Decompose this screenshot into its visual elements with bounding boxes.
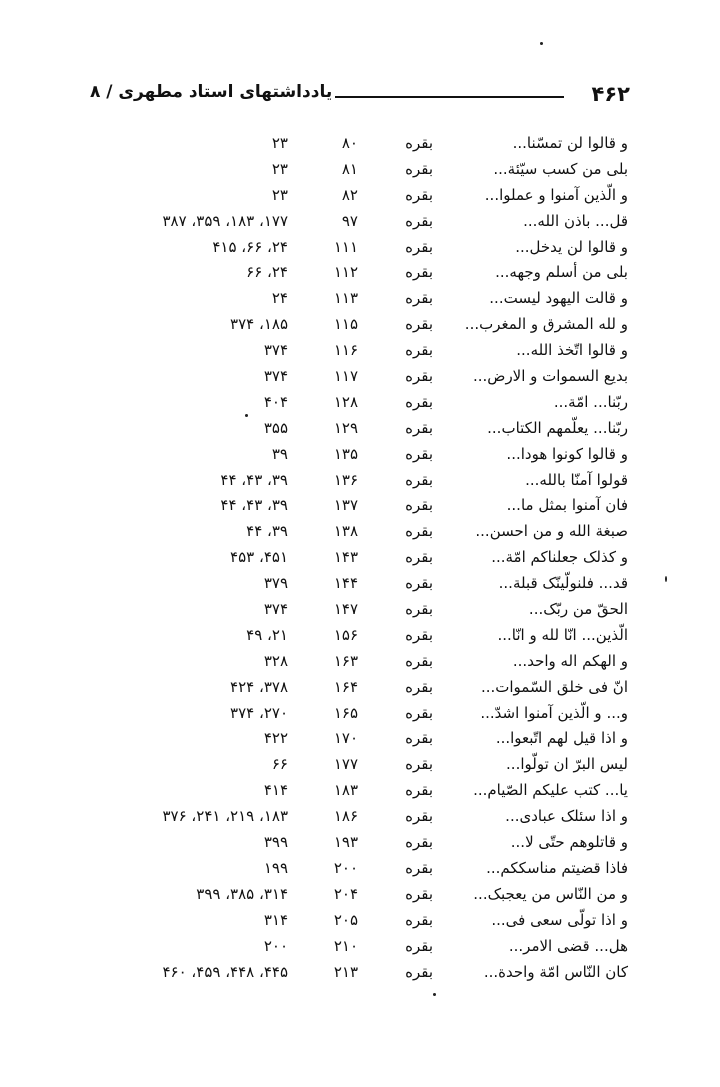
- running-header: [90, 78, 630, 112]
- surah: بقره: [405, 910, 433, 929]
- index-row: [0, 442, 720, 468]
- surah: بقره: [405, 884, 433, 903]
- index-row: [0, 286, 720, 312]
- page-references: ۴۱۴: [263, 781, 288, 800]
- index-row: [0, 649, 720, 675]
- index-row: [0, 545, 720, 571]
- page-references: ۲۰۰: [263, 936, 288, 955]
- index-row: [0, 830, 720, 856]
- index-row: [0, 804, 720, 830]
- phrase: بلی من أسلم وجهه...: [495, 263, 628, 282]
- verse-number: ۸۲: [341, 185, 358, 204]
- page-references: ۲۴: [271, 289, 288, 308]
- page-references: ۳۷۴: [263, 367, 288, 386]
- index-row: [0, 752, 720, 778]
- page-references: ۲۳: [271, 134, 288, 152]
- phrase: الحقّ من ربّک...: [528, 600, 628, 619]
- page-references: ۳۹: [271, 444, 288, 463]
- surah: بقره: [405, 807, 433, 826]
- page-references: ۲۴، ۶۶، ۴۱۵: [212, 237, 288, 256]
- surah: بقره: [405, 858, 433, 877]
- surah: بقره: [405, 755, 433, 774]
- phrase: و کذلک جعلناکم امّة...: [491, 548, 628, 567]
- phrase: فان آمنوا بمثل ما...: [506, 496, 628, 515]
- phrase: الّذین... انّا لله و انّا...: [497, 625, 628, 644]
- page-references: ۲۷۰، ۳۷۴: [230, 703, 288, 722]
- verse-number: ۱۶۵: [333, 703, 358, 722]
- verse-number: ۲۰۵: [333, 910, 358, 929]
- index-row: [0, 908, 720, 934]
- page-references: ۴۵۱، ۴۵۳: [230, 548, 288, 567]
- surah: بقره: [405, 134, 433, 152]
- surah: بقره: [405, 185, 433, 204]
- verse-number: ۱۱۱: [333, 237, 358, 256]
- verse-number: ۱۱۳: [333, 289, 358, 308]
- phrase: ربّنا... یعلّمهم الکتاب...: [487, 418, 628, 437]
- page-references: ۴۰۴: [263, 392, 288, 411]
- page-references: ۳۹۹: [263, 833, 288, 852]
- surah: بقره: [405, 341, 433, 360]
- page-references: ۳۱۴، ۳۸۵، ۳۹۹: [196, 884, 288, 903]
- phrase: صبغة الله و من احسن...: [475, 522, 628, 541]
- page-references: ۲۳: [271, 159, 288, 178]
- verse-number: ۱۳۸: [333, 522, 358, 541]
- verse-number: ۱۴۴: [333, 574, 358, 593]
- index-row: [0, 623, 720, 649]
- phrase: انّ فی خلق السّموات...: [480, 677, 628, 696]
- phrase: بلی من کسب سیّئة...: [493, 159, 628, 178]
- verse-number: ۱۴۷: [333, 600, 358, 619]
- page-references: ۲۱، ۴۹: [246, 625, 288, 644]
- surah: بقره: [405, 392, 433, 411]
- index-table: [0, 131, 720, 985]
- page-references: ۲۴، ۶۶: [246, 263, 288, 282]
- surah: بقره: [405, 625, 433, 644]
- index-row: [0, 235, 720, 261]
- page-references: ۲۳: [271, 185, 288, 204]
- verse-number: ۱۱۷: [333, 367, 358, 386]
- verse-number: ۱۷۰: [333, 729, 358, 748]
- verse-number: ۲۰۰: [333, 858, 358, 877]
- page-references: ۳۷۹: [263, 574, 288, 593]
- surah: بقره: [405, 781, 433, 800]
- verse-number: ۸۱: [341, 159, 358, 178]
- surah: بقره: [405, 263, 433, 282]
- page-references: ۳۷۴: [263, 600, 288, 619]
- index-row: [0, 571, 720, 597]
- index-row: [0, 778, 720, 804]
- page-references: ۱۸۵، ۳۷۴: [230, 315, 288, 334]
- surah: بقره: [405, 962, 433, 981]
- surah: بقره: [405, 289, 433, 308]
- phrase: و قالوا لن تمسّنا...: [512, 134, 628, 152]
- verse-number: ۱۲۸: [333, 392, 358, 411]
- verse-number: ۲۱۰: [333, 936, 358, 955]
- phrase: یا... کتب علیکم الصّیام...: [473, 781, 628, 800]
- index-row: [0, 209, 720, 235]
- phrase: قد... فلنولّینّک قبلة...: [498, 574, 628, 593]
- index-row: [0, 157, 720, 183]
- surah: بقره: [405, 418, 433, 437]
- surah: بقره: [405, 367, 433, 386]
- surah: بقره: [405, 833, 433, 852]
- verse-number: ۹۷: [341, 211, 358, 230]
- phrase: قل... باذن الله...: [523, 211, 628, 230]
- surah: بقره: [405, 677, 433, 696]
- index-row: [0, 701, 720, 727]
- phrase: و قاتلوهم حتّی لا...: [510, 833, 628, 852]
- surah: بقره: [405, 159, 433, 178]
- phrase: لیس البرّ ان تولّوا...: [506, 755, 628, 774]
- phrase: کان النّاس امّة واحدة...: [483, 962, 628, 981]
- index-row: [0, 934, 720, 960]
- surah: بقره: [405, 936, 433, 955]
- phrase: و اذا سئلک عبادی...: [505, 807, 628, 826]
- verse-number: ۱۱۲: [333, 263, 358, 282]
- speck-mark: [540, 42, 543, 45]
- phrase: و... و الّذین آمنوا اشدّ...: [480, 703, 628, 722]
- surah: بقره: [405, 444, 433, 463]
- verse-number: ۱۳۵: [333, 444, 358, 463]
- book-title: یادداشتهای استاد مطهری / ۸: [90, 82, 333, 102]
- index-row: [0, 882, 720, 908]
- page-references: ۳۹، ۴۳، ۴۴: [220, 496, 288, 515]
- verse-number: ۱۵۶: [333, 625, 358, 644]
- index-row: [0, 856, 720, 882]
- verse-number: ۱۳۷: [333, 496, 358, 515]
- index-row: [0, 338, 720, 364]
- index-row: [0, 416, 720, 442]
- page-references: ۱۷۷، ۱۸۳، ۳۵۹، ۳۸۷: [162, 211, 288, 230]
- header-rule: [335, 96, 564, 98]
- surah: بقره: [405, 703, 433, 722]
- phrase: و قالوا کونوا هودا...: [506, 444, 628, 463]
- verse-number: ۸۰: [341, 134, 358, 152]
- surah: بقره: [405, 237, 433, 256]
- index-row: [0, 468, 720, 494]
- verse-number: ۱۸۳: [333, 781, 358, 800]
- surah: بقره: [405, 600, 433, 619]
- verse-number: ۱۱۶: [333, 341, 358, 360]
- index-row: [0, 519, 720, 545]
- surah: بقره: [405, 211, 433, 230]
- phrase: و قالت الیهود لیست...: [489, 289, 628, 308]
- verse-number: ۱۶۳: [333, 651, 358, 670]
- phrase: و قالوا لن یدخل...: [515, 237, 628, 256]
- index-row: [0, 960, 720, 986]
- surah: بقره: [405, 574, 433, 593]
- phrase: هل... قضی الامر...: [508, 936, 628, 955]
- phrase: و الّذین آمنوا و عملوا...: [484, 185, 628, 204]
- phrase: قولوا آمنّا بالله...: [525, 470, 628, 489]
- page-references: ۳۷۴: [263, 341, 288, 360]
- index-row: [0, 597, 720, 623]
- page-references: ۳۵۵: [263, 418, 288, 437]
- verse-number: ۱۶۴: [333, 677, 358, 696]
- verse-number: ۱۱۵: [333, 315, 358, 334]
- speck-mark: [433, 993, 436, 996]
- verse-number: ۱۷۷: [333, 755, 358, 774]
- page-references: ۳۷۸، ۴۲۴: [230, 677, 288, 696]
- verse-number: ۱۴۳: [333, 548, 358, 567]
- index-row: [0, 493, 720, 519]
- surah: بقره: [405, 548, 433, 567]
- phrase: و من النّاس من یعجبک...: [473, 884, 628, 903]
- verse-number: ۲۰۴: [333, 884, 358, 903]
- index-row: [0, 131, 720, 157]
- page-references: ۶۶: [271, 755, 288, 774]
- page-references: ۳۲۸: [263, 651, 288, 670]
- index-row: [0, 390, 720, 416]
- page-references: ۳۹، ۴۴: [246, 522, 288, 541]
- phrase: فاذا قضیتم مناسککم...: [486, 858, 628, 877]
- index-row: [0, 364, 720, 390]
- phrase: ربّنا... امّة...: [553, 392, 628, 411]
- index-row: [0, 675, 720, 701]
- verse-number: ۱۹۳: [333, 833, 358, 852]
- speck-mark: [665, 576, 667, 582]
- speck-mark: [245, 414, 248, 417]
- page-references: ۴۲۲: [263, 729, 288, 748]
- phrase: و قالوا اتّخذ الله...: [516, 341, 628, 360]
- surah: بقره: [405, 470, 433, 489]
- surah: بقره: [405, 522, 433, 541]
- verse-number: ۱۳۶: [333, 470, 358, 489]
- index-row: [0, 260, 720, 286]
- surah: بقره: [405, 496, 433, 515]
- index-row: [0, 183, 720, 209]
- index-row: [0, 726, 720, 752]
- phrase: و لله المشرق و المغرب...: [464, 315, 628, 334]
- surah: بقره: [405, 315, 433, 334]
- phrase: و اذا قیل لهم اتّبعوا...: [495, 729, 628, 748]
- surah: بقره: [405, 729, 433, 748]
- verse-number: ۲۱۳: [333, 962, 358, 981]
- page-references: ۱۸۳، ۲۱۹، ۲۴۱، ۳۷۶: [162, 807, 288, 826]
- phrase: و اذا تولّی سعی فی...: [491, 910, 628, 929]
- page-number: ۴۶۲: [591, 82, 630, 106]
- phrase: بدیع السموات و الارض...: [473, 367, 628, 386]
- surah: بقره: [405, 651, 433, 670]
- page-references: ۳۹، ۴۳، ۴۴: [220, 470, 288, 489]
- page-references: ۱۹۹: [263, 858, 288, 877]
- index-row: [0, 312, 720, 338]
- phrase: و الهکم اله واحد...: [512, 651, 628, 670]
- page-references: ۳۱۴: [263, 910, 288, 929]
- page-references: ۴۴۵، ۴۴۸، ۴۵۹، ۴۶۰: [162, 962, 288, 981]
- verse-number: ۱۸۶: [333, 807, 358, 826]
- verse-number: ۱۲۹: [333, 418, 358, 437]
